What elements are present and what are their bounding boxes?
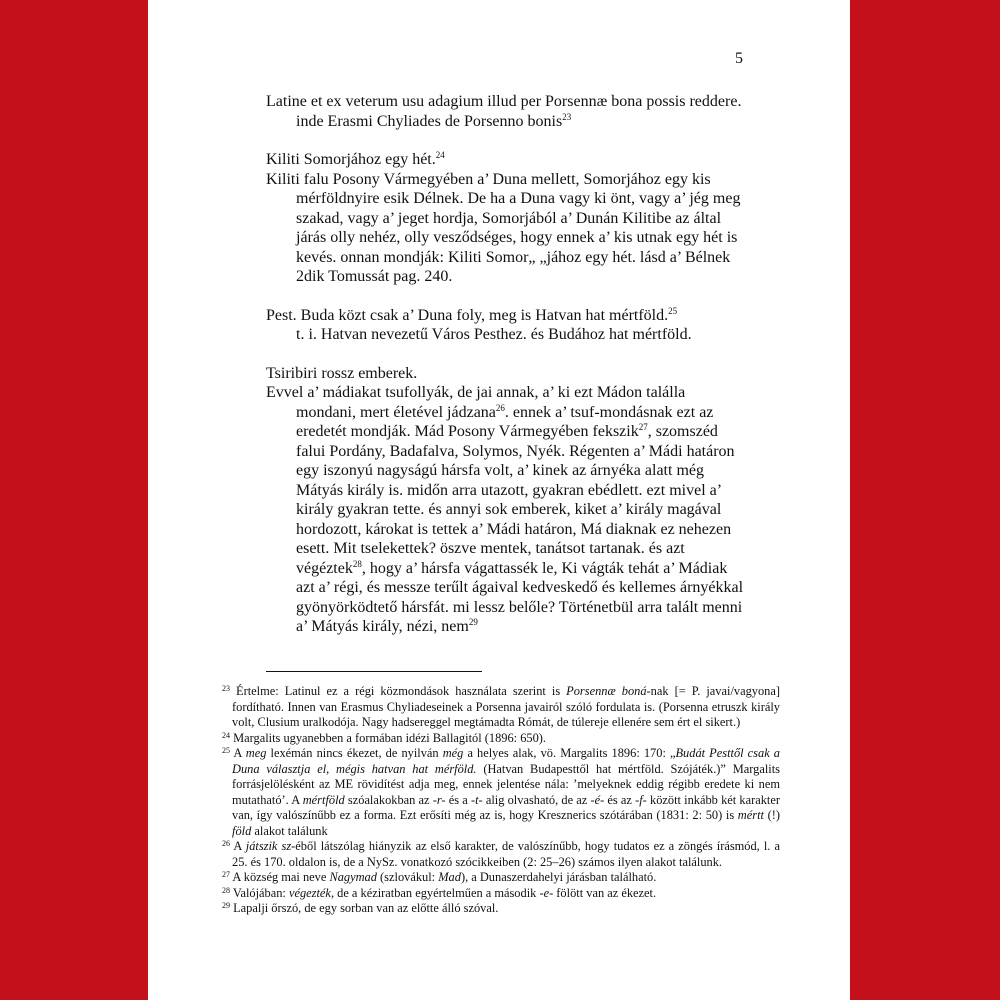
text-span: ), a Dunaszerdahelyi járásban található. [460, 870, 657, 884]
text-span: -nak [= P. javai/vagyona] fordítható. Innen van Erasmus Chyliadeseinek a Porsenna javairól szóló fordulata is. (Porsenna etruszk király volt, Clusium uralkodója. Nagy hadsereggel megtámadta Rómát, de túlereje ellenére sem ért el sikert.) [232, 684, 780, 729]
footnote-ref-23: 23 [562, 111, 572, 122]
italic-span: még [442, 746, 464, 760]
footnote-divider [266, 671, 482, 672]
italic-span: végezték [288, 885, 331, 900]
text-span: között inkább két karakter van, így valószínűbb ez a forma. Ezt erősíti még az is, hogy Kresznerics szótárában (1831: 2: 50) is [232, 792, 780, 822]
footnote-ref-29: 29 [468, 617, 478, 627]
text-span: alakot találunk [251, 823, 328, 838]
text-span: A község mai neve [232, 870, 330, 884]
main-text [266, 92, 746, 637]
italic-span: föld [232, 823, 252, 838]
italic-span: -e- [539, 885, 554, 900]
proverb-heading-pest-buda [266, 306, 746, 326]
text-span: szóalakokban az [344, 792, 433, 807]
text-span: . ennek a’ tsuf-mondásnak ezt az eredetét mondják. Mád Posony Vármegyében fekszik [296, 403, 714, 440]
footnote-28 [222, 886, 780, 902]
text-span: Értelme: Latinul ez a régi közmondások használata szerint is [236, 684, 567, 698]
footnote-number: 27 [222, 870, 230, 879]
text-span: Valójában: [232, 885, 289, 900]
proverb-heading-kiliti [266, 150, 746, 170]
footnote-23 [222, 684, 780, 731]
text-span: Evvel a’ mádiakat tsufollyák, de jai annak, a’ ki ezt Mádon találla mondani, mert életével jádzana [266, 384, 686, 421]
text-span: Lapalji őrszó, de egy sorban van az előtte álló szóval. [233, 901, 499, 915]
footnote-26 [222, 839, 780, 870]
footnotes [222, 684, 780, 917]
italic-span: Mad [438, 870, 461, 884]
italic-span: mértt [737, 808, 764, 822]
text-span: , hogy a’ hársfa vágattassék le, Ki vágták tehát a’ Mádiak azt a’ régi, és messze terűlt ágaival kedveskedő és kellemes árnyékkal gyönyörködtető hársfát. mi lessz belőle? Történetbül arra talált menni a’ Mátyás király, nézi, nem [296, 559, 744, 635]
text-span: (Hatvan Budapesttől hat mértföld. Szójáték.)” Margalits forrásjelölésként az ME rövidítést adja meg, ennek jelentése nála: ’melyeknek eddig régibb eredete ki nem mutatható’. A [232, 761, 780, 807]
text-span: Kiliti Somorjához egy hét. [266, 151, 436, 168]
footnote-ref-27: 27 [638, 422, 648, 432]
text-span: -éből látszólag hiányzik az első karakter, de valószínűbb, hogy tudatos ez a zöngés írásmód, l. a 25. és 170. oldalon is, de a NySz. vonatkozó szócikkeiben (2: 25–26) számos ilyen alakot találunk. [232, 839, 780, 869]
italic-span: meg [245, 746, 267, 760]
italic-span: -t- [470, 792, 483, 807]
italic-span: -r- [432, 792, 446, 807]
footnote-25 [222, 746, 780, 839]
text-span: A [233, 746, 246, 760]
footnote-24 [222, 731, 780, 747]
italic-span: Porsennæ boná [566, 684, 647, 698]
text-span: fölött van az ékezet. [553, 885, 657, 900]
footnote-ref-25: 25 [668, 305, 678, 316]
latin-paragraph [266, 92, 746, 131]
footnote-number: 29 [222, 901, 230, 910]
tsiribiri-paragraph [266, 383, 746, 637]
text-span: , szomszéd falui Pordány, Badafalva, Solymos, Nyék. Régenten a’ Mádi határon egy iszonyú nagyságú hársfa volt, a’ kinek az árnyéka alatt még Mátyás király is. midőn arra utazott, gyakran ebédlett. ezt mivel a’ király gyakran tette. és annyi sok emberek, kiket a’ király magával hordozott, károkat is tettek a’ Mádi határon, Má diaknak ez nehezen esett. Mit tselekettek? öszve mentek, tanátsot tartanak. és azt végéztek [296, 423, 735, 577]
italic-span: mértföld [302, 792, 345, 807]
italic-span: -é- [590, 792, 605, 807]
footnote-29 [222, 901, 780, 917]
footnote-ref-26: 26 [495, 402, 505, 413]
footnote-ref-28: 28 [352, 558, 362, 569]
italic-span: Budát Pesttől csak a Duna választja el, mégis hatvan hat mérföld. [232, 746, 780, 776]
italic-span: -f- [635, 792, 647, 807]
text-span: és az [604, 792, 636, 807]
text-span: Pest. Buda közt csak a’ Duna foly, meg is Hatvan hat mértföld. [266, 306, 669, 324]
text-span: a helyes alak, vö. Margalits 1896: 170: „ [463, 746, 676, 760]
footnote-number: 23 [222, 684, 230, 693]
italic-span: Nagymad [329, 870, 377, 884]
footnote-number: 26 [222, 839, 230, 848]
text-span: lexémán nincs ékezet, de nyilván [266, 746, 443, 760]
text-span: és a [445, 792, 471, 807]
footnote-number: 28 [222, 885, 230, 895]
text-span: , de a kéziratban egyértelműen a második [330, 885, 540, 900]
kiliti-paragraph: Kiliti falu Posony Vármegyében a’ Duna mellett, Somorjához egy kis mérföldnyire esik Délnek. De ha a Duna vagy ki önt, vagy a’ jég meg szakad, vagy a’ jeget hordja, Somorjából a’ Dunán Kilitibe az által járás olly nehéz, olly vesződséges, hogy ennek a’ kis utnak egy hét is kevés. onnan mondják: Kiliti Somor„ „jához egy hét. lásd a’ Bélnek 2dik Tomussát pag. 240. [266, 170, 741, 285]
page-number: 5 [735, 50, 743, 67]
pest-buda-paragraph: t. i. Hatvan nevezetű Város Pesthez. és Budához hat mértföld. [296, 326, 692, 343]
text-span: (szlovákul: [376, 870, 439, 884]
footnote-ref-24: 24 [435, 150, 445, 160]
text-span: A [233, 839, 246, 853]
text-span: Latine et ex veterum usu adagium illud per Porsennæ bona possis reddere. inde Erasmi Chyliades de Porsenno bonis [266, 93, 742, 130]
text-span: (!) [763, 808, 780, 822]
footnote-27 [222, 870, 780, 886]
proverb-heading-tsiribiri: Tsiribiri rossz emberek. [266, 364, 418, 382]
footnote-number: 25 [222, 746, 230, 755]
italic-span: játszik sz [245, 839, 292, 853]
text-span: alig olvasható, de az [482, 792, 591, 807]
footnote-number: 24 [222, 730, 230, 740]
text-span: Margalits ugyanebben a formában idézi Ballagitól (1896: 650). [233, 730, 547, 745]
